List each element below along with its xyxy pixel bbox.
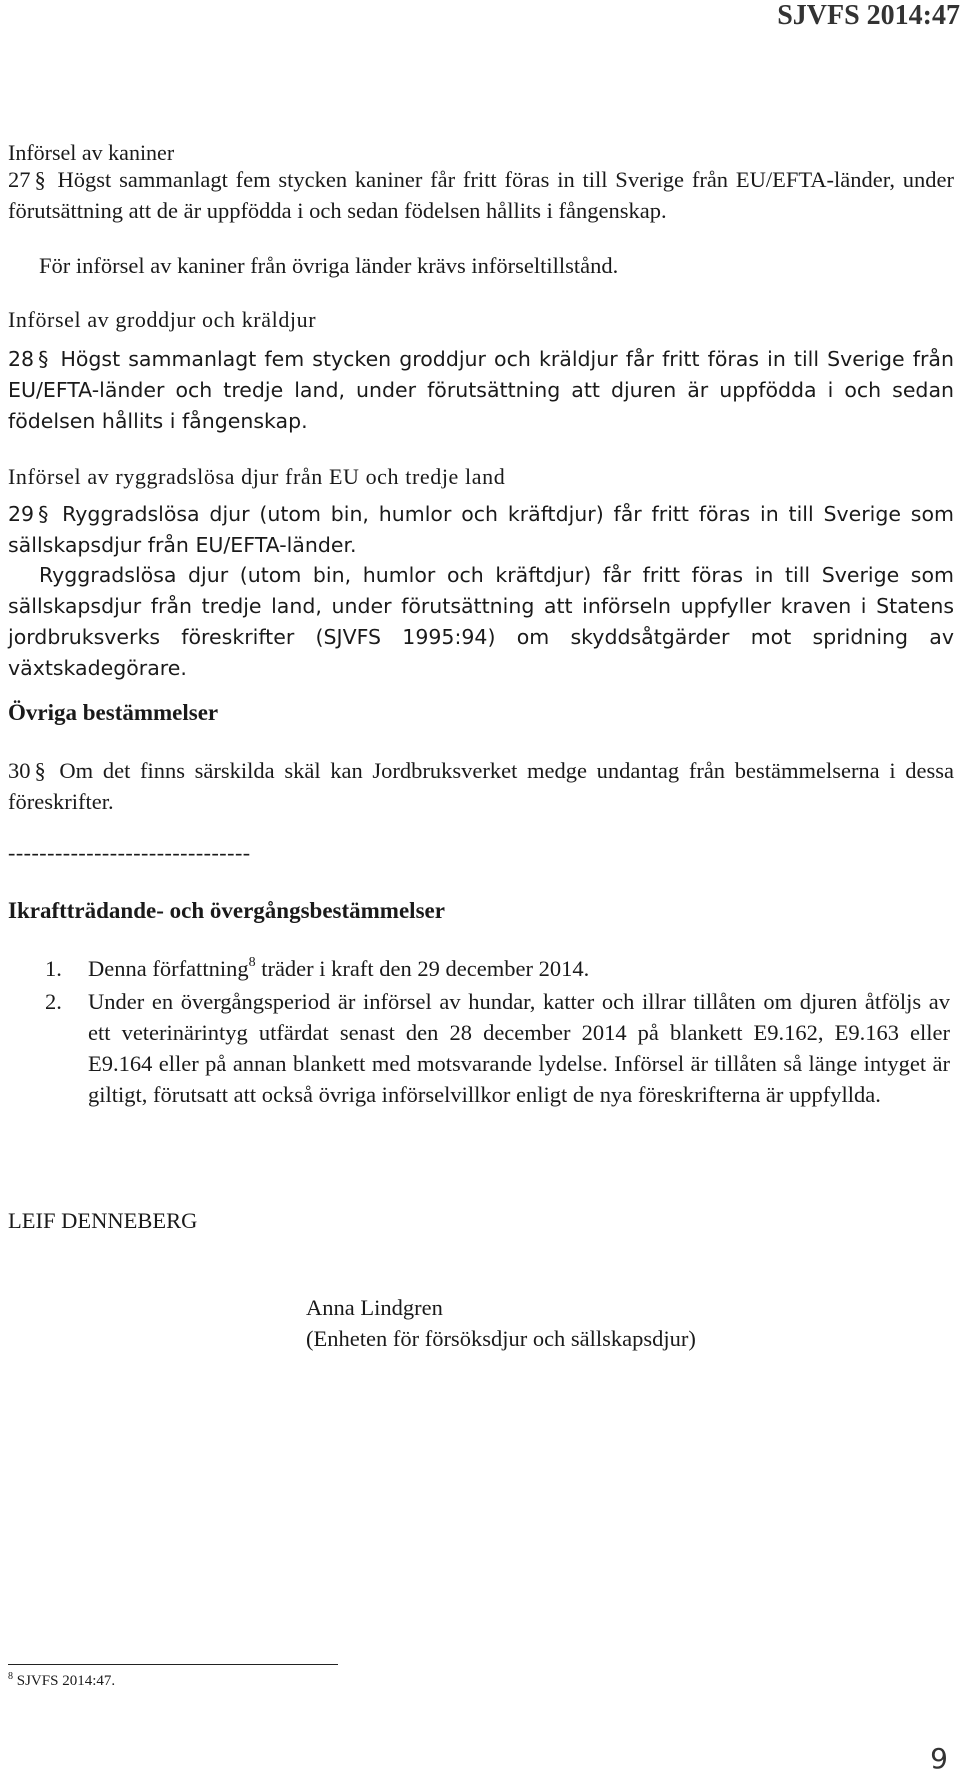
signature-officer-name: Anna Lindgren [306, 1295, 443, 1320]
section-number: 28 [8, 347, 35, 371]
section-number: 30 [8, 758, 31, 783]
list-item [45, 953, 950, 984]
section-number: 29 [8, 502, 35, 526]
section-27 [8, 164, 954, 226]
section-27-para-2: För införsel av kaniner från övriga länder krävs införseltillstånd. [39, 253, 619, 278]
signature-officer [306, 1292, 696, 1354]
heading-kaniner: Införsel av kaniner [8, 140, 175, 165]
transition-list [45, 953, 950, 1110]
paragraph-mark: § [38, 502, 49, 526]
page-number: 9 [930, 1742, 948, 1775]
section-text: Högst sammanlagt fem stycken groddjur och kräldjur får fritt föras in till Sverige från EU/EFTA-länder och tredje land, under förutsättning att djuren är uppfödda i och sedan födelsen hållits i fångenskap. [8, 347, 954, 433]
document-code-header: SJVFS 2014:47 [777, 0, 960, 31]
section-28 [8, 344, 954, 437]
footnote [8, 1673, 115, 1690]
heading-ovriga: Övriga bestämmelser [8, 700, 219, 725]
list-number: 1. [45, 956, 62, 981]
separator-line: ------------------------------- [8, 840, 251, 865]
section-text: Ryggradslösa djur (utom bin, humlor och kräftdjur) får fritt föras in till Sverige som sällskapsdjur från EU/EFTA-länder. [8, 502, 954, 557]
signature-director: LEIF DENNEBERG [8, 1208, 198, 1233]
heading-ryggradslosa: Införsel av ryggradslösa djur från EU och tredje land [8, 464, 506, 489]
section-number: 27 [8, 167, 31, 192]
footnote-number: 8 [8, 1671, 13, 1682]
paragraph-mark: § [34, 758, 46, 783]
footnote-divider [8, 1664, 338, 1665]
signature-officer-unit: (Enheten för försöksdjur och sällskapsdjur) [306, 1326, 696, 1351]
heading-groddjur: Införsel av groddjur och kräldjur [8, 307, 317, 332]
list-text: träder i kraft den 29 december 2014. [255, 956, 590, 981]
section-29-para-2: Ryggradslösa djur (utom bin, humlor och kräftdjur) får fritt föras in till Sverige som sällskapsdjur från tredje land, under förutsättning att införseln uppfyller kraven i Statens jordbruksverks föreskrifter (SJVFS 1995:94) om skyddsåtgärder mot spridning av växtskadegörare. [8, 563, 954, 680]
heading-ikrafttradande: Ikraftträdande- och övergångsbestämmelser [8, 898, 445, 923]
list-text: Denna författning [88, 956, 249, 981]
section-30 [8, 755, 954, 817]
list-number: 2. [45, 989, 62, 1014]
list-item [45, 986, 950, 1110]
footnote-text: SJVFS 2014:47. [16, 1673, 116, 1689]
list-text: Under en övergångsperiod är införsel av hundar, katter och illrar tillåten om djuren åtföljs av ett veterinärintyg utfärdat senast den 28 december 2014 på blankett E9.162, E9.163 eller E9.164 eller på annan blankett med motsvarande lydelse. Införsel är tillåten så länge intyget är giltigt, förutsatt att också övriga införselvillkor enligt de nya föreskrifterna är uppfyllda. [88, 989, 950, 1107]
footnote-reference: 8 [248, 955, 256, 970]
section-text: Högst sammanlagt fem stycken kaniner får fritt föras in till Sverige från EU/EFTA-länder, under förutsättning att de är uppfödda i och sedan födelsen hållits i fångenskap. [8, 167, 954, 223]
section-text: Om det finns särskilda skäl kan Jordbruksverket medge undantag från bestämmelserna i dessa föreskrifter. [8, 758, 954, 814]
paragraph-mark: § [34, 167, 46, 192]
section-29 [8, 499, 954, 561]
paragraph-mark: § [38, 347, 49, 371]
